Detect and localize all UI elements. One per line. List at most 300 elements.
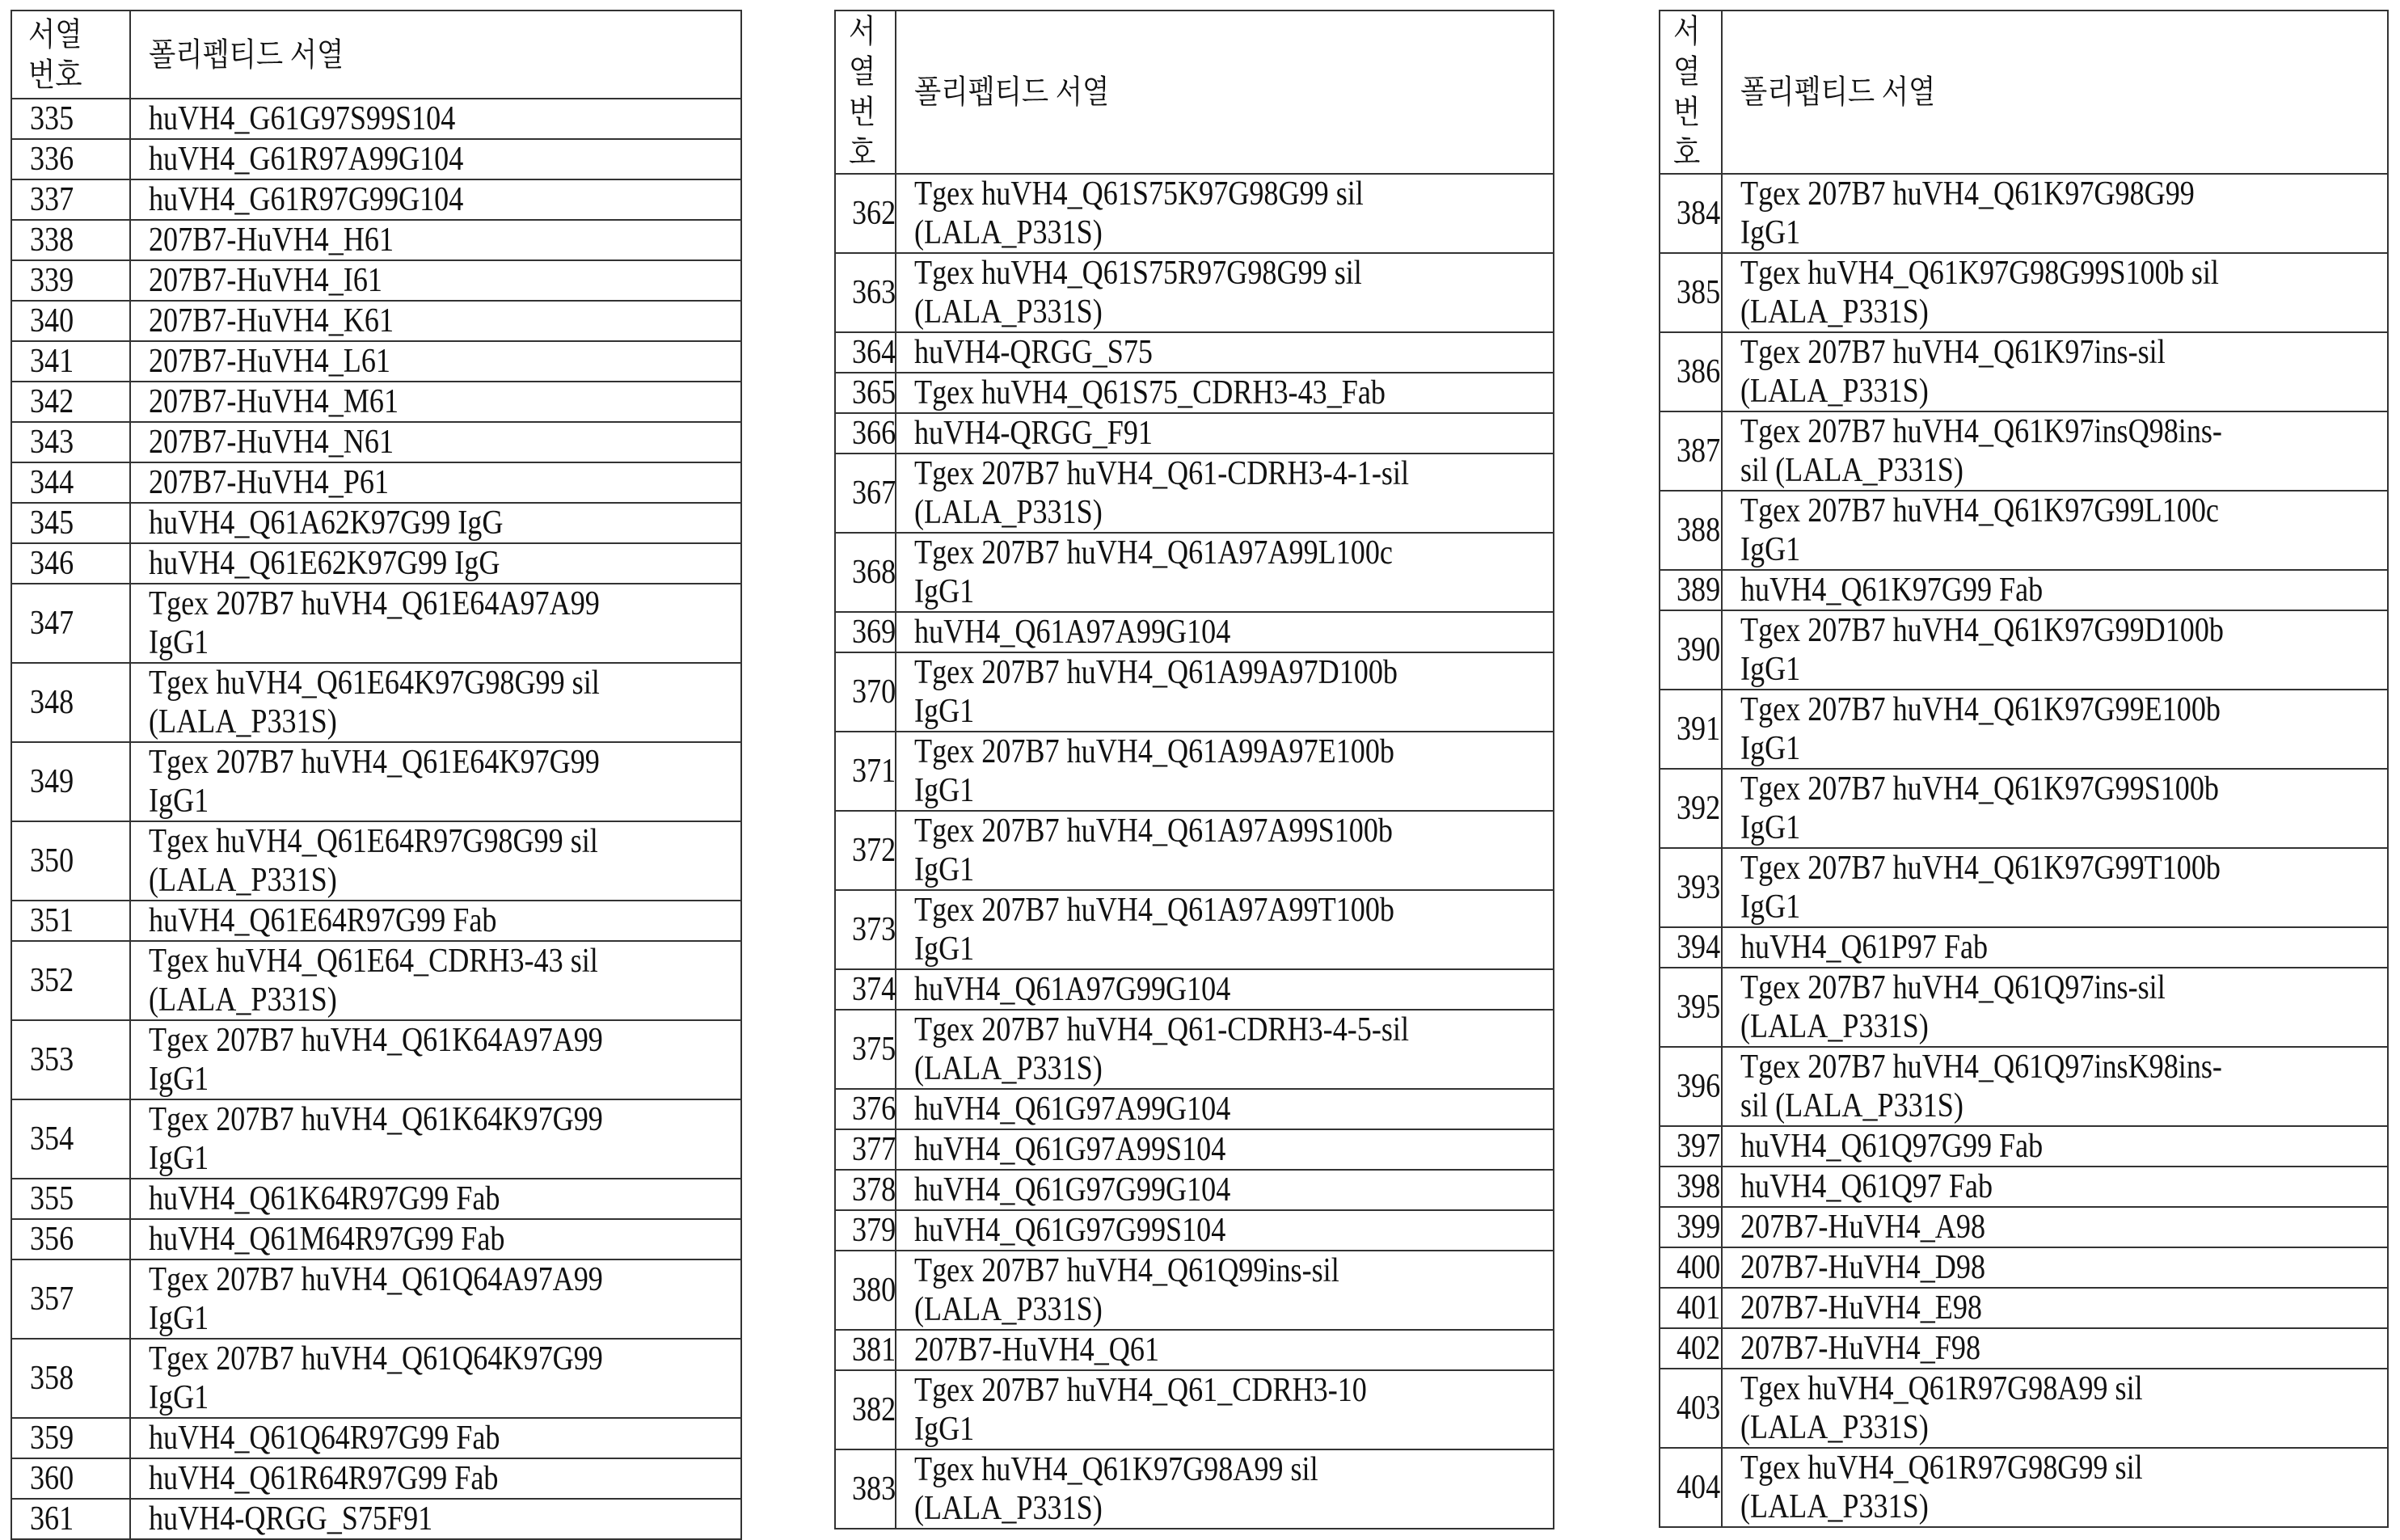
seq-id-cell [1660, 1207, 1722, 1247]
polypeptide-name: Tgex 207B7 huVH4_Q61Q99ins-sil (LALA_P331S) [914, 1252, 1339, 1328]
header-seq-no: 서열 번호 [11, 11, 130, 99]
seq-id-cell [11, 462, 130, 503]
table-row [11, 1499, 741, 1539]
seq-id-cell [11, 1259, 130, 1339]
seq-id-cell [1660, 1047, 1722, 1126]
polypeptide-cell [130, 1099, 741, 1179]
sequence-table-2 [834, 10, 1554, 1529]
seq-id-cell [835, 1330, 896, 1370]
seq-id-cell [835, 612, 896, 652]
table-row [11, 1179, 741, 1219]
seq-id-cell [11, 584, 130, 663]
table-row [835, 652, 1554, 732]
seq-id: 369 [852, 614, 896, 651]
table-row [835, 174, 1554, 253]
table-row [835, 332, 1554, 373]
table-row [1660, 610, 2388, 690]
seq-id: 370 [852, 673, 896, 711]
polypeptide-name: huVH4-QRGG_S75 [914, 334, 1153, 371]
table-row [835, 1170, 1554, 1210]
table-row [11, 901, 741, 941]
polypeptide-name: Tgex huVH4_Q61E64R97G98G99 sil (LALA_P331S) [149, 823, 598, 899]
seq-id-cell [835, 732, 896, 811]
seq-id: 396 [1677, 1068, 1721, 1105]
polypeptide-cell [896, 413, 1554, 454]
seq-id: 345 [30, 504, 74, 542]
polypeptide-cell [130, 1499, 741, 1539]
table-row [835, 612, 1554, 652]
table-row [11, 543, 741, 584]
polypeptide-name: huVH4_Q61G97G99S104 [914, 1212, 1226, 1249]
table-row [835, 1089, 1554, 1129]
seq-id: 368 [852, 554, 896, 591]
polypeptide-name: huVH4_Q61K64R97G99 Fab [149, 1180, 500, 1217]
seq-id: 373 [852, 911, 896, 948]
seq-id: 335 [30, 100, 74, 137]
polypeptide-cell [1722, 848, 2388, 927]
table-row [1660, 769, 2388, 848]
header-polypeptide: 폴리펩티드 서열 [1722, 11, 2388, 174]
table-row [835, 732, 1554, 811]
polypeptide-cell [1722, 174, 2388, 253]
seq-id: 378 [852, 1171, 896, 1209]
table-row [11, 99, 741, 139]
polypeptide-cell [1722, 1369, 2388, 1448]
polypeptide-cell [130, 543, 741, 584]
table-row [11, 1020, 741, 1099]
seq-id: 351 [30, 902, 74, 939]
polypeptide-name: huVH4_Q61Q97 Fab [1740, 1168, 1993, 1205]
polypeptide-name: Tgex huVH4_Q61S75_CDRH3-43_Fab [914, 374, 1386, 411]
polypeptide-name: 207B7-HuVH4_P61 [149, 464, 390, 501]
polypeptide-cell [130, 503, 741, 543]
polypeptide-cell [896, 890, 1554, 969]
table-row [1660, 174, 2388, 253]
seq-id-cell [11, 663, 130, 742]
polypeptide-cell [1722, 769, 2388, 848]
polypeptide-name: 207B7-HuVH4_Q61 [914, 1331, 1160, 1369]
table-header-row [835, 11, 1554, 174]
seq-id: 394 [1677, 929, 1721, 966]
seq-id-cell [11, 941, 130, 1020]
table-row [1660, 848, 2388, 927]
seq-id-cell [1660, 968, 1722, 1047]
polypeptide-cell [896, 1449, 1554, 1529]
polypeptide-name: Tgex 207B7 huVH4_Q61K97G99L100c IgG1 [1740, 492, 2219, 568]
table-row [835, 1010, 1554, 1089]
seq-id-cell [835, 533, 896, 612]
polypeptide-cell [130, 382, 741, 422]
polypeptide-cell [896, 454, 1554, 533]
table-row [11, 301, 741, 341]
table-row [11, 1259, 741, 1339]
seq-id-cell [11, 1499, 130, 1539]
polypeptide-cell [896, 652, 1554, 732]
seq-id: 404 [1677, 1469, 1721, 1506]
table-row [1660, 1047, 2388, 1126]
seq-id-cell [835, 969, 896, 1010]
polypeptide-cell [896, 174, 1554, 253]
polypeptide-cell [130, 1020, 741, 1099]
polypeptide-cell [1722, 1448, 2388, 1527]
seq-id-cell [11, 543, 130, 584]
polypeptide-cell [896, 1370, 1554, 1449]
seq-id-cell [1660, 1126, 1722, 1167]
seq-id: 402 [1677, 1330, 1721, 1367]
seq-id-cell [11, 1458, 130, 1499]
table-row [835, 1370, 1554, 1449]
seq-id-cell [1660, 1288, 1722, 1328]
table-row [1660, 1328, 2388, 1369]
seq-id: 390 [1677, 631, 1721, 669]
polypeptide-cell [896, 1010, 1554, 1089]
seq-id: 346 [30, 545, 74, 582]
seq-id-cell [11, 99, 130, 139]
polypeptide-cell [1722, 253, 2388, 332]
seq-id: 350 [30, 842, 74, 880]
table-row [835, 890, 1554, 969]
seq-id-cell [1660, 927, 1722, 968]
sequence-table-1 [11, 10, 742, 1540]
table-row [1660, 1247, 2388, 1288]
polypeptide-name: Tgex 207B7 huVH4_Q61K64K97G99 IgG1 [149, 1101, 603, 1177]
polypeptide-name: huVH4_Q61Q97G99 Fab [1740, 1128, 2044, 1165]
polypeptide-name: Tgex 207B7 huVH4_Q61K97G98G99 IgG1 [1740, 175, 2195, 251]
polypeptide-cell [130, 1259, 741, 1339]
seq-id-cell [1660, 610, 1722, 690]
polypeptide-name: Tgex huVH4_Q61S75R97G98G99 sil (LALA_P331S) [914, 255, 1362, 331]
polypeptide-name: Tgex 207B7 huVH4_Q61Q97ins-sil (LALA_P331S) [1740, 969, 2166, 1045]
seq-id: 364 [852, 334, 896, 371]
seq-id: 391 [1677, 711, 1721, 748]
polypeptide-name: huVH4_Q61Q64R97G99 Fab [149, 1420, 500, 1457]
polypeptide-name: Tgex huVH4_Q61E64_CDRH3-43 sil (LALA_P331S) [149, 943, 598, 1019]
seq-id-cell [1660, 1369, 1722, 1448]
seq-id-cell [11, 1219, 130, 1259]
seq-id: 403 [1677, 1390, 1721, 1427]
seq-id-cell [11, 179, 130, 220]
polypeptide-cell [896, 1089, 1554, 1129]
polypeptide-cell [896, 732, 1554, 811]
polypeptide-name: Tgex huVH4_Q61E64K97G98G99 sil (LALA_P331S) [149, 665, 600, 740]
polypeptide-name: huVH4_G61R97G99G104 [149, 181, 464, 218]
polypeptide-cell [896, 533, 1554, 612]
seq-id: 371 [852, 753, 896, 790]
polypeptide-cell [1722, 1247, 2388, 1288]
seq-id: 348 [30, 684, 74, 721]
polypeptide-name: Tgex huVH4_Q61K97G98G99S100b sil (LALA_P331S) [1740, 255, 2219, 331]
polypeptide-cell [130, 1219, 741, 1259]
polypeptide-name: huVH4-QRGG_S75F91 [149, 1500, 433, 1538]
seq-id-cell [835, 413, 896, 454]
polypeptide-cell [1722, 610, 2388, 690]
polypeptide-name: huVH4_Q61A97G99G104 [914, 971, 1231, 1008]
seq-id: 360 [30, 1460, 74, 1497]
polypeptide-cell [130, 941, 741, 1020]
seq-id: 356 [30, 1221, 74, 1258]
seq-id: 349 [30, 763, 74, 800]
table-row [1660, 570, 2388, 610]
polypeptide-name: Tgex huVH4_Q61K97G98A99 sil (LALA_P331S) [914, 1451, 1318, 1527]
seq-id-cell [1660, 411, 1722, 491]
seq-id-cell [1660, 1328, 1722, 1369]
polypeptide-cell [130, 260, 741, 301]
table-row [11, 1458, 741, 1499]
seq-id: 354 [30, 1120, 74, 1158]
seq-id: 367 [852, 475, 896, 512]
table-row [835, 1251, 1554, 1330]
table-row [11, 1418, 741, 1458]
polypeptide-name: 207B7-HuVH4_H61 [149, 222, 394, 259]
polypeptide-name: 207B7-HuVH4_K61 [149, 302, 394, 340]
polypeptide-name: Tgex huVH4_Q61S75K97G98G99 sil (LALA_P331S) [914, 175, 1364, 251]
seq-id: 337 [30, 181, 74, 218]
table-row [1660, 332, 2388, 411]
seq-id-cell [835, 454, 896, 533]
polypeptide-cell [1722, 1047, 2388, 1126]
polypeptide-name: huVH4_G61R97A99G104 [149, 141, 464, 178]
seq-id-cell [11, 220, 130, 260]
table-row [1660, 1369, 2388, 1448]
seq-id: 375 [852, 1031, 896, 1068]
seq-id: 392 [1677, 790, 1721, 827]
table-row [11, 1219, 741, 1259]
polypeptide-name: huVH4-QRGG_F91 [914, 415, 1153, 452]
seq-id-cell [1660, 253, 1722, 332]
seq-id-cell [11, 1020, 130, 1099]
polypeptide-name: Tgex 207B7 huVH4_Q61K97G99T100b IgG1 [1740, 850, 2221, 926]
seq-id: 341 [30, 343, 74, 380]
seq-id-cell [1660, 1167, 1722, 1207]
table-row [835, 811, 1554, 890]
seq-id-cell [835, 174, 896, 253]
seq-id-cell [11, 260, 130, 301]
seq-id: 357 [30, 1281, 74, 1318]
polypeptide-cell [1722, 411, 2388, 491]
seq-id: 358 [30, 1360, 74, 1397]
seq-id: 353 [30, 1041, 74, 1078]
seq-id: 379 [852, 1212, 896, 1249]
polypeptide-name: Tgex 207B7 huVH4_Q61K97G99E100b IgG1 [1740, 691, 2221, 767]
polypeptide-name: huVH4_Q61R64R97G99 Fab [149, 1460, 499, 1497]
seq-id-cell [1660, 1247, 1722, 1288]
polypeptide-name: Tgex 207B7 huVH4_Q61K97ins-sil (LALA_P331S) [1740, 334, 2166, 410]
polypeptide-cell [1722, 570, 2388, 610]
seq-id: 365 [852, 374, 896, 411]
polypeptide-cell [130, 462, 741, 503]
polypeptide-name: huVH4_Q61E64R97G99 Fab [149, 902, 497, 939]
seq-id-cell [11, 742, 130, 821]
table-row [11, 1339, 741, 1418]
seq-id-cell [11, 139, 130, 179]
polypeptide-name: 207B7-HuVH4_M61 [149, 383, 399, 420]
seq-id-cell [1660, 848, 1722, 927]
polypeptide-cell [130, 742, 741, 821]
polypeptide-cell [896, 612, 1554, 652]
seq-id: 397 [1677, 1128, 1721, 1165]
polypeptide-cell [130, 901, 741, 941]
seq-id-cell [1660, 570, 1722, 610]
seq-id-cell [835, 652, 896, 732]
seq-id: 382 [852, 1391, 896, 1428]
polypeptide-name: Tgex 207B7 huVH4_Q61Q64A97A99 IgG1 [149, 1261, 603, 1337]
table-row [11, 742, 741, 821]
seq-id: 383 [852, 1470, 896, 1508]
polypeptide-cell [896, 1330, 1554, 1370]
seq-id-cell [11, 503, 130, 543]
polypeptide-cell [130, 663, 741, 742]
seq-id: 401 [1677, 1289, 1721, 1327]
polypeptide-cell [1722, 1328, 2388, 1369]
seq-id-cell [835, 332, 896, 373]
table-row [1660, 1167, 2388, 1207]
seq-id-cell [11, 301, 130, 341]
polypeptide-name: Tgex huVH4_Q61R97G98G99 sil (LALA_P331S) [1740, 1449, 2143, 1525]
table-row [1660, 927, 2388, 968]
polypeptide-cell [1722, 927, 2388, 968]
polypeptide-name: huVH4_Q61E62K97G99 IgG [149, 545, 500, 582]
polypeptide-cell [896, 811, 1554, 890]
polypeptide-name: Tgex 207B7 huVH4_Q61Q64K97G99 IgG1 [149, 1340, 603, 1416]
polypeptide-cell [896, 373, 1554, 413]
seq-id-cell [1660, 1448, 1722, 1527]
table-row [1660, 1126, 2388, 1167]
polypeptide-name: Tgex 207B7 huVH4_Q61A97A99S100b IgG1 [914, 812, 1393, 888]
polypeptide-cell [896, 332, 1554, 373]
table-row [835, 454, 1554, 533]
seq-id: 355 [30, 1180, 74, 1217]
seq-id: 338 [30, 222, 74, 259]
polypeptide-name: huVH4_Q61K97G99 Fab [1740, 572, 2044, 609]
polypeptide-name: Tgex 207B7 huVH4_Q61A97A99T100b IgG1 [914, 892, 1394, 968]
header-seq-no: 서열 번호 [1660, 11, 1722, 174]
seq-id: 343 [30, 424, 74, 461]
table-row [11, 821, 741, 901]
header-seq-no: 서열 번호 [835, 11, 896, 174]
seq-id-cell [835, 890, 896, 969]
polypeptide-name: Tgex 207B7 huVH4_Q61K64A97A99 IgG1 [149, 1022, 603, 1098]
seq-id: 388 [1677, 512, 1721, 549]
polypeptide-name: Tgex 207B7 huVH4_Q61K97insQ98ins- sil (LALA_P331S) [1740, 413, 2222, 489]
table-row [1660, 491, 2388, 570]
table-row [1660, 411, 2388, 491]
seq-id: 380 [852, 1272, 896, 1309]
table-row [1660, 968, 2388, 1047]
table-row [835, 413, 1554, 454]
polypeptide-name: huVH4_Q61A62K97G99 IgG [149, 504, 504, 542]
seq-id: 393 [1677, 869, 1721, 906]
polypeptide-cell [130, 584, 741, 663]
seq-id-cell [1660, 769, 1722, 848]
table-header-row [1660, 11, 2388, 174]
seq-id: 336 [30, 141, 74, 178]
polypeptide-cell [1722, 1126, 2388, 1167]
polypeptide-name: huVH4_G61G97S99S104 [149, 100, 456, 137]
polypeptide-name: Tgex huVH4_Q61R97G98A99 sil (LALA_P331S) [1740, 1370, 2143, 1446]
seq-id: 344 [30, 464, 74, 501]
seq-id: 363 [852, 274, 896, 311]
table-row [11, 139, 741, 179]
polypeptide-cell [130, 301, 741, 341]
table-row [11, 422, 741, 462]
seq-id-cell [11, 821, 130, 901]
table-row [11, 220, 741, 260]
seq-id-cell [835, 1210, 896, 1251]
table-row [1660, 1207, 2388, 1247]
seq-id-cell [11, 1179, 130, 1219]
seq-id: 362 [852, 195, 896, 232]
polypeptide-name: Tgex 207B7 huVH4_Q61K97G99S100b IgG1 [1740, 770, 2219, 846]
polypeptide-cell [896, 1129, 1554, 1170]
polypeptide-name: Tgex 207B7 huVH4_Q61E64K97G99 IgG1 [149, 744, 600, 820]
seq-id-cell [835, 1449, 896, 1529]
sequence-table-3 [1659, 10, 2389, 1528]
table-row [11, 584, 741, 663]
seq-id-cell [1660, 690, 1722, 769]
table-row [1660, 1288, 2388, 1328]
polypeptide-name: 207B7-HuVH4_D98 [1740, 1249, 1986, 1286]
polypeptide-name: huVH4_Q61M64R97G99 Fab [149, 1221, 505, 1258]
seq-id-cell [835, 811, 896, 890]
seq-id: 347 [30, 605, 74, 642]
polypeptide-name: 207B7-HuVH4_E98 [1740, 1289, 1982, 1327]
table-row [11, 179, 741, 220]
table-row [1660, 690, 2388, 769]
polypeptide-cell [130, 422, 741, 462]
polypeptide-name: huVH4_Q61G97A99S104 [914, 1131, 1226, 1168]
polypeptide-cell [130, 1458, 741, 1499]
table-row [11, 341, 741, 382]
polypeptide-cell [1722, 968, 2388, 1047]
polypeptide-cell [1722, 1288, 2388, 1328]
seq-id-cell [1660, 174, 1722, 253]
seq-id-cell [835, 373, 896, 413]
polypeptide-cell [1722, 332, 2388, 411]
table-row [11, 941, 741, 1020]
polypeptide-cell [130, 1339, 741, 1418]
seq-id-cell [11, 341, 130, 382]
polypeptide-name: huVH4_Q61G97G99G104 [914, 1171, 1231, 1209]
polypeptide-name: huVH4_Q61A97A99G104 [914, 614, 1231, 651]
polypeptide-cell [130, 341, 741, 382]
seq-id: 361 [30, 1500, 74, 1538]
seq-id: 399 [1677, 1209, 1721, 1246]
table-row [835, 373, 1554, 413]
seq-id: 359 [30, 1420, 74, 1457]
table-row [835, 1330, 1554, 1370]
polypeptide-cell [1722, 491, 2388, 570]
polypeptide-name: Tgex 207B7 huVH4_Q61-CDRH3-4-1-sil (LALA_P331S) [914, 455, 1409, 531]
seq-id-cell [835, 1089, 896, 1129]
table-row [1660, 1448, 2388, 1527]
polypeptide-name: 207B7-HuVH4_N61 [149, 424, 394, 461]
polypeptide-name: Tgex 207B7 huVH4_Q61A97A99L100c IgG1 [914, 534, 1393, 610]
seq-id-cell [835, 1170, 896, 1210]
seq-id: 352 [30, 962, 74, 999]
polypeptide-name: 207B7-HuVH4_A98 [1740, 1209, 1986, 1246]
polypeptide-name: huVH4_Q61P97 Fab [1740, 929, 1989, 966]
table-row [835, 1449, 1554, 1529]
seq-id-cell [835, 253, 896, 332]
polypeptide-cell [896, 969, 1554, 1010]
polypeptide-name: Tgex 207B7 huVH4_Q61A99A97E100b IgG1 [914, 733, 1394, 809]
polypeptide-cell [896, 1170, 1554, 1210]
table-row [835, 1129, 1554, 1170]
table-row [835, 969, 1554, 1010]
header-polypeptide: 폴리펩티드 서열 [896, 11, 1554, 174]
polypeptide-name: Tgex 207B7 huVH4_Q61_CDRH3-10 IgG1 [914, 1372, 1367, 1448]
table-row [835, 253, 1554, 332]
